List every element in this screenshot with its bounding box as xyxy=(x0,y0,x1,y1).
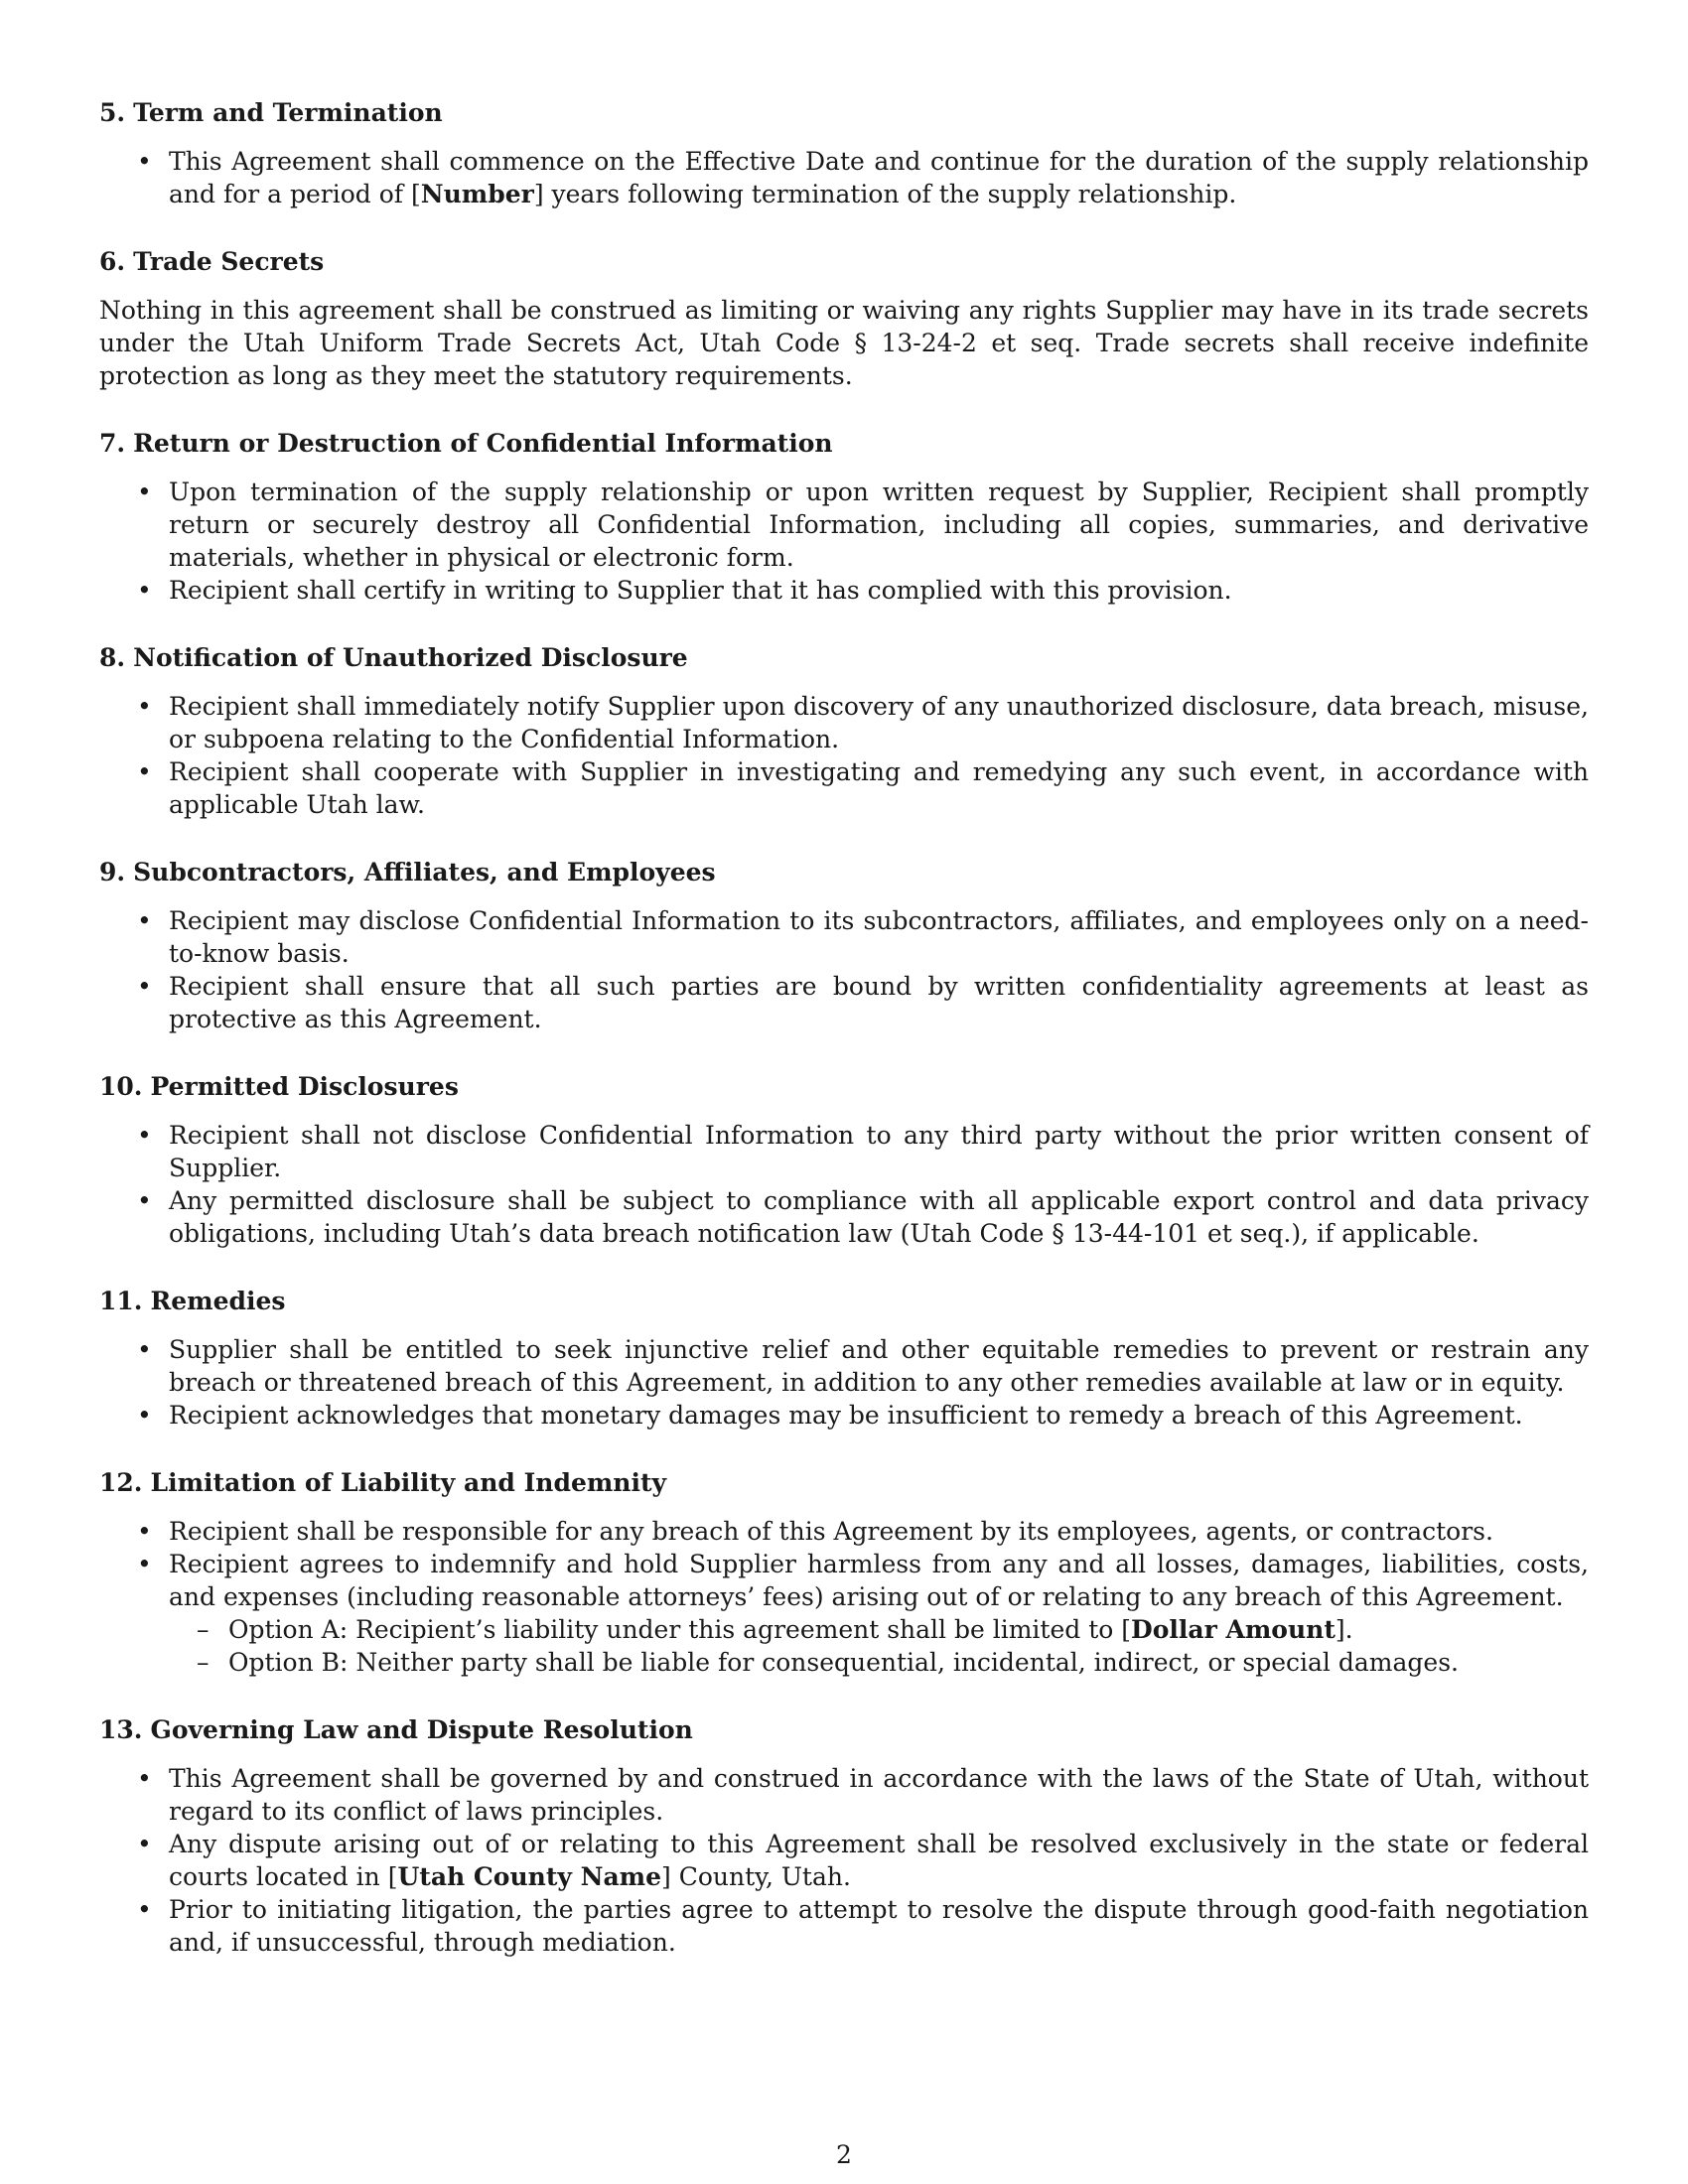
list-item xyxy=(99,145,1589,210)
list-item xyxy=(99,1893,1589,1959)
bullet-list xyxy=(99,1515,1589,1679)
list-item xyxy=(99,1184,1589,1250)
option-item xyxy=(169,1613,1589,1646)
section-number: 12. xyxy=(99,1468,143,1497)
bullet-text: Recipient shall be responsible for any breach of this Agreement by its employees, agents, or contractors. xyxy=(169,1517,1493,1546)
bullet-text: Any permitted disclosure shall be subject to compliance with all applicable export control and data privacy obligations, including Utah’s data breach notification law (Utah Code § 13-44-101 et seq.), if applicable. xyxy=(169,1186,1589,1248)
list-item xyxy=(99,1515,1589,1548)
section-title: Term and Termination xyxy=(133,98,443,127)
bullet-text: Recipient shall cooperate with Supplier in investigating and remedying any such event, in accordance with applicable Utah law. xyxy=(169,757,1589,819)
bullet-text: Any dispute arising out of or relating to this Agreement shall be resolved exclusively in the state or federal courts located in [ xyxy=(169,1830,1589,1891)
bullet-icon: • xyxy=(137,1401,152,1430)
list-item xyxy=(99,1762,1589,1828)
bullet-text: This Agreement shall be governed by and construed in accordance with the laws of the State of Utah, without regard to its conflict of laws principles. xyxy=(169,1764,1589,1826)
bullet-list xyxy=(99,145,1589,210)
bullet-text: Recipient shall ensure that all such parties are bound by written confidentiality agreements at least as protective as this Agreement. xyxy=(169,972,1589,1033)
bullet-list xyxy=(99,1333,1589,1432)
placeholder-field: Utah County Name xyxy=(397,1862,662,1891)
list-item xyxy=(99,1399,1589,1432)
section-8 xyxy=(99,642,1589,821)
bullet-list xyxy=(99,904,1589,1035)
section-heading xyxy=(99,857,1589,888)
section-heading xyxy=(99,246,1589,278)
page-number: 2 xyxy=(836,2140,852,2169)
section-number: 10. xyxy=(99,1072,143,1101)
bullet-icon: • xyxy=(137,906,152,935)
bullet-text: Recipient shall immediately notify Supplier upon discovery of any unauthorized disclosure, data breach, misuse, or subpoena relating to the Confidential Information. xyxy=(169,692,1589,753)
section-9 xyxy=(99,857,1589,1035)
section-13 xyxy=(99,1714,1589,1959)
bullet-icon: • xyxy=(137,692,152,721)
bullet-icon: • xyxy=(137,1186,152,1215)
option-text: ]. xyxy=(1335,1615,1353,1644)
bullet-icon: • xyxy=(137,1335,152,1364)
section-number: 5. xyxy=(99,98,126,127)
option-list xyxy=(169,1613,1589,1679)
bullet-text: Recipient acknowledges that monetary damages may be insufficient to remedy a breach of this Agreement. xyxy=(169,1401,1523,1430)
section-number: 9. xyxy=(99,858,126,887)
bullet-text: ] years following termination of the supply relationship. xyxy=(533,180,1237,208)
section-12 xyxy=(99,1467,1589,1679)
section-5 xyxy=(99,97,1589,210)
bullet-icon: • xyxy=(137,1550,152,1578)
section-6 xyxy=(99,246,1589,392)
bullet-text: Prior to initiating litigation, the parties agree to attempt to resolve the dispute through good-faith negotiation and, if unsuccessful, through mediation. xyxy=(169,1895,1589,1957)
bullet-icon: • xyxy=(137,147,152,176)
section-number: 11. xyxy=(99,1287,143,1315)
bullet-text: Recipient agrees to indemnify and hold Supplier harmless from any and all losses, damages, liabilities, costs, and expenses (including reasonable attorneys’ fees) arising out of or relating to any breach of this Agreement. xyxy=(169,1550,1589,1611)
section-number: 7. xyxy=(99,429,126,458)
section-paragraph: Nothing in this agreement shall be construed as limiting or waiving any rights Supplier may have in its trade secrets under the Utah Uniform Trade Secrets Act, Utah Code § 13-24-2 et seq. Trade secrets shall receive indefinite protection as long as they meet the statutory requirements. xyxy=(99,296,1589,390)
bullet-text: Recipient shall certify in writing to Supplier that it has complied with this provision. xyxy=(169,576,1232,605)
document-page xyxy=(99,97,1589,1994)
bullet-text: This Agreement shall commence on the Effective Date and continue for the duration of the supply relationship and for a period of [ xyxy=(169,147,1589,208)
section-heading xyxy=(99,1467,1589,1499)
list-item xyxy=(99,476,1589,574)
dash-icon: – xyxy=(197,1648,210,1677)
bullet-icon: • xyxy=(137,972,152,1001)
option-text: Option B: Neither party shall be liable for consequential, incidental, indirect, or special damages. xyxy=(228,1648,1459,1677)
bullet-icon: • xyxy=(137,576,152,605)
section-title: Permitted Disclosures xyxy=(150,1072,459,1101)
option-text: Option A: Recipient’s liability under this agreement shall be limited to [ xyxy=(228,1615,1132,1644)
section-10 xyxy=(99,1071,1589,1250)
list-item xyxy=(99,1828,1589,1893)
bullet-text: Recipient may disclose Confidential Information to its subcontractors, affiliates, and employees only on a need-to-know basis. xyxy=(169,906,1589,968)
bullet-icon: • xyxy=(137,757,152,786)
bullet-icon: • xyxy=(137,1517,152,1546)
section-title: Remedies xyxy=(150,1287,286,1315)
option-item xyxy=(169,1646,1589,1679)
bullet-text: ] County, Utah. xyxy=(661,1862,851,1891)
section-title: Governing Law and Dispute Resolution xyxy=(150,1715,693,1744)
bullet-list xyxy=(99,476,1589,607)
section-7 xyxy=(99,428,1589,607)
bullet-list xyxy=(99,1119,1589,1250)
section-heading xyxy=(99,642,1589,674)
list-item xyxy=(99,574,1589,607)
section-heading xyxy=(99,97,1589,129)
bullet-icon: • xyxy=(137,1121,152,1150)
section-heading xyxy=(99,1714,1589,1746)
section-number: 6. xyxy=(99,247,126,276)
list-item xyxy=(99,904,1589,970)
section-heading xyxy=(99,428,1589,460)
placeholder-field: Dollar Amount xyxy=(1131,1615,1336,1644)
list-item xyxy=(99,1548,1589,1679)
section-title: Limitation of Liability and Indemnity xyxy=(150,1468,667,1497)
list-item xyxy=(99,1333,1589,1399)
section-number: 8. xyxy=(99,643,126,672)
section-heading xyxy=(99,1071,1589,1103)
placeholder-field: Number xyxy=(420,180,534,208)
list-item xyxy=(99,690,1589,755)
bullet-icon: • xyxy=(137,1764,152,1793)
bullet-text: Recipient shall not disclose Confidential Information to any third party without the prior written consent of Supplier. xyxy=(169,1121,1589,1182)
bullet-icon: • xyxy=(137,1830,152,1858)
section-title: Notification of Unauthorized Disclosure xyxy=(133,643,688,672)
bullet-list xyxy=(99,1762,1589,1959)
list-item xyxy=(99,1119,1589,1184)
bullet-text: Upon termination of the supply relationship or upon written request by Supplier, Recipient shall promptly return or securely destroy all Confidential Information, including all copies, summaries, and derivative materials, whether in physical or electronic form. xyxy=(169,478,1589,572)
list-item xyxy=(99,755,1589,821)
section-title: Subcontractors, Affiliates, and Employees xyxy=(133,858,716,887)
section-heading xyxy=(99,1286,1589,1317)
section-title: Return or Destruction of Confidential Information xyxy=(133,429,833,458)
bullet-list xyxy=(99,690,1589,821)
section-title: Trade Secrets xyxy=(133,247,325,276)
bullet-text: Supplier shall be entitled to seek injunctive relief and other equitable remedies to prevent or restrain any breach or threatened breach of this Agreement, in addition to any other remedies available at law or in equity. xyxy=(169,1335,1589,1397)
list-item xyxy=(99,970,1589,1035)
section-number: 13. xyxy=(99,1715,143,1744)
section-11 xyxy=(99,1286,1589,1432)
dash-icon: – xyxy=(197,1615,210,1644)
bullet-icon: • xyxy=(137,478,152,506)
bullet-icon: • xyxy=(137,1895,152,1924)
